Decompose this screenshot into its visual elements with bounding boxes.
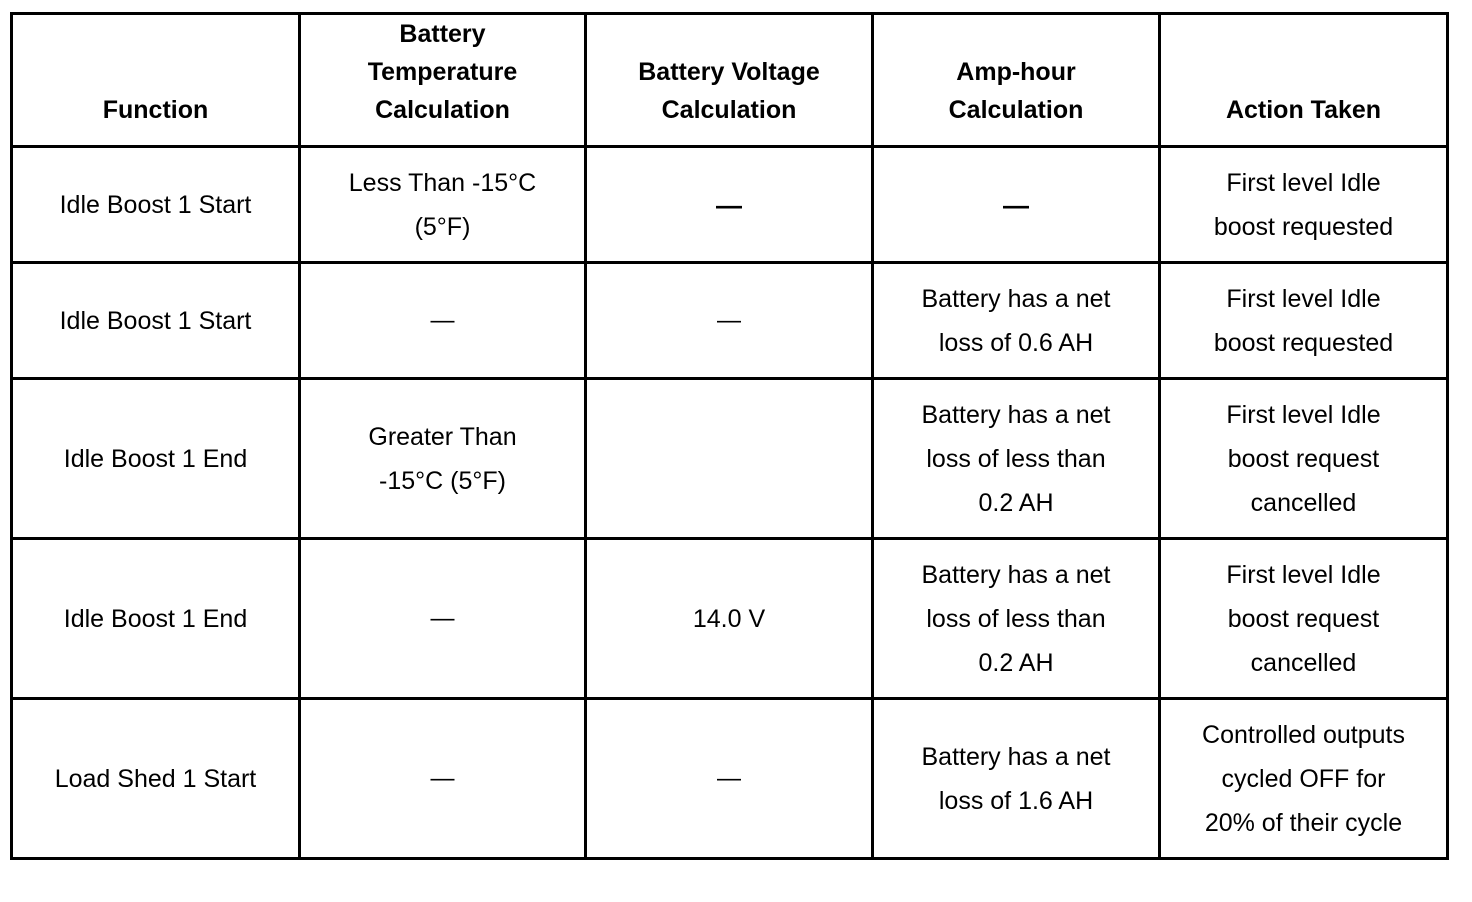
battery-function-table xyxy=(10,12,1449,860)
cell-temperature: — xyxy=(300,699,586,859)
header-battery-voltage: Battery Voltage Calculation xyxy=(586,14,873,147)
table-row xyxy=(12,379,1448,539)
cell-function: Idle Boost 1 End xyxy=(12,539,300,699)
table-row xyxy=(12,263,1448,379)
cell-amp-hour: Battery has a net loss of 1.6 AH xyxy=(873,699,1160,859)
cell-temperature: — xyxy=(300,263,586,379)
cell-action: First level Idle boost requested xyxy=(1160,263,1448,379)
cell-voltage: — xyxy=(586,147,873,263)
battery-function-table-container xyxy=(10,12,1449,860)
cell-amp-hour: Battery has a net loss of 0.6 AH xyxy=(873,263,1160,379)
cell-action: First level Idle boost request cancelled xyxy=(1160,539,1448,699)
cell-function: Load Shed 1 Start xyxy=(12,699,300,859)
cell-voltage: 14.0 V xyxy=(586,539,873,699)
cell-function: Idle Boost 1 Start xyxy=(12,147,300,263)
table-row xyxy=(12,147,1448,263)
header-function: Function xyxy=(12,14,300,147)
header-amp-hour: Amp-hour Calculation xyxy=(873,14,1160,147)
cell-amp-hour: Battery has a net loss of less than 0.2 AH xyxy=(873,539,1160,699)
cell-action: First level Idle boost request cancelled xyxy=(1160,379,1448,539)
cell-temperature: — xyxy=(300,539,586,699)
table-row xyxy=(12,539,1448,699)
table-header-row xyxy=(12,14,1448,147)
cell-action: First level Idle boost requested xyxy=(1160,147,1448,263)
cell-voltage xyxy=(586,379,873,539)
cell-action: Controlled outputs cycled OFF for 20% of their cycle xyxy=(1160,699,1448,859)
header-battery-temperature: Battery Temperature Calculation xyxy=(300,14,586,147)
cell-function: Idle Boost 1 End xyxy=(12,379,300,539)
cell-temperature: Less Than -15°C (5°F) xyxy=(300,147,586,263)
header-action-taken: Action Taken xyxy=(1160,14,1448,147)
cell-function: Idle Boost 1 Start xyxy=(12,263,300,379)
cell-voltage: — xyxy=(586,263,873,379)
cell-amp-hour: — xyxy=(873,147,1160,263)
table-row xyxy=(12,699,1448,859)
cell-temperature: Greater Than -15°C (5°F) xyxy=(300,379,586,539)
cell-voltage: — xyxy=(586,699,873,859)
cell-amp-hour: Battery has a net loss of less than 0.2 AH xyxy=(873,379,1160,539)
